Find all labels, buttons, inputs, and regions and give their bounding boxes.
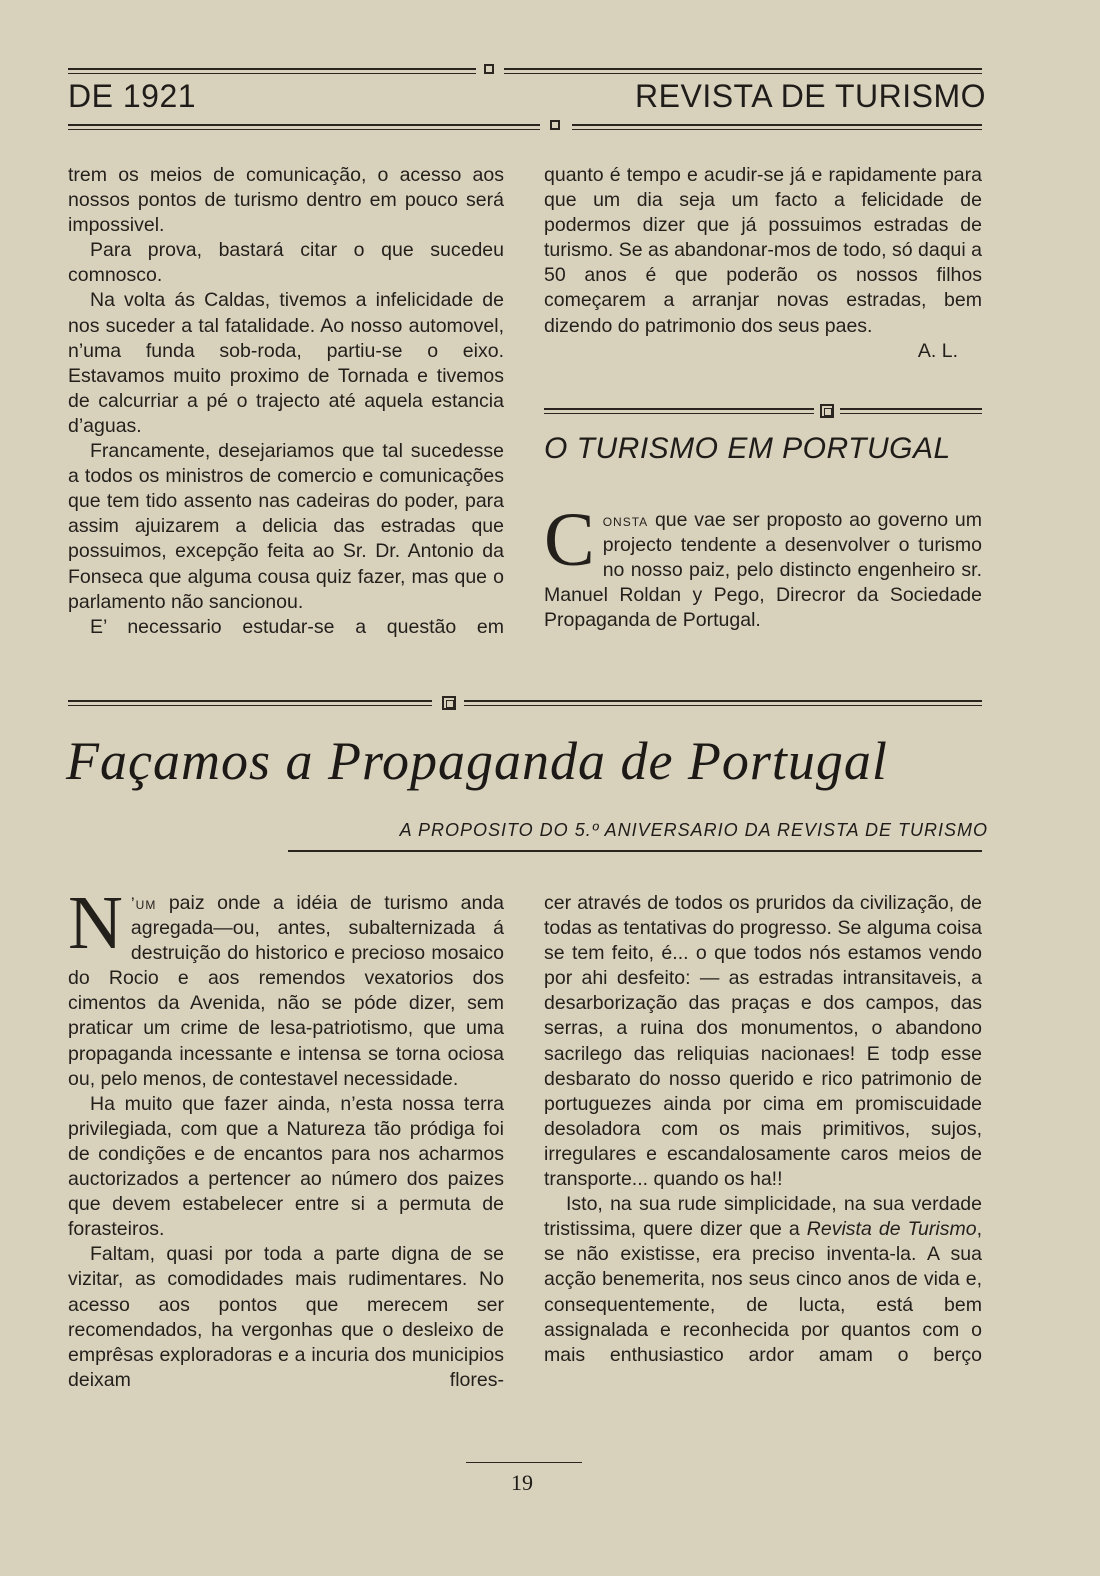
paragraph: Para prova, bastará citar o que sucedeu comnosco. (68, 239, 504, 287)
footer-rule (466, 1462, 582, 1463)
lead-word: ’um (130, 894, 157, 913)
drop-cap: N (68, 881, 123, 965)
page-number: 19 (511, 1470, 533, 1495)
column-right-top (544, 163, 982, 364)
header-date: DE 1921 (68, 78, 197, 114)
paragraph: cer através de todos os pruridos da civilização, de todas as tentativas do progresso. Se alguma coisa se tem feito, é... o que todos nós estamos vendo por ahi desfeito: — as estradas intransitaveis, a desarborização das praças e dos campos, das serras, a ruina dos monumentos, o abandono sacrilego das reliquias nacionaes! E todp esse desbarato do nosso querido e rico patrimonio de portuguezes ainda por cima em promiscuidade desoladora com os mais primitivos, sujos, irregulares e escandalosamente caros meios de transporte... quando os ha!! (544, 892, 982, 1191)
article-title: Façamos a Propaganda de Portugal (66, 731, 888, 791)
square-ornament-icon (550, 120, 560, 130)
paragraph: E’ necessario estudar-se a questão em (90, 615, 504, 638)
paragraph: Faltam, quasi por toda a parte digna de se vizitar, as comodidades mais rudimentares. No acesso aos pontos que merecem ser recomendados, ha vergonhas que o desleixo de emprêsas exploradoras e a incuria dos municipios deixam flores- (68, 1243, 504, 1391)
paragraph: quanto é tempo e acudir-se já e rapidamente para que um dia seja um facto a felicidade de podermos dizer que já possuimos estradas de turismo. Se as abandonar-mos de todo, só daqui a 50 anos é que poderão os nossos filhos começarem a arranjar novas estradas, bem dizendo do patrimonio dos seus paes. (544, 164, 982, 337)
section-body (544, 498, 982, 633)
paragraph-text: paiz onde a idéia de turismo anda agregada—ou, antes, subalternizada á destruição do historico e precioso mosaico do Rocio e aos remendos vexatorios dos cimentos da Avenida, não se póde dizer, sem praticar um crime de lesa-patriotismo, que uma propaganda incessante e intensa se torna ociosa ou, pelo menos, de contestavel necessidade. (68, 892, 504, 1090)
square-ornament-icon (484, 64, 494, 74)
article-column-right (544, 891, 982, 1368)
paragraph (544, 1192, 982, 1368)
drop-cap: C (544, 498, 595, 582)
subtitle-underline (288, 850, 982, 852)
column-left-top (68, 163, 504, 640)
paragraph: Ha muito que fazer ainda, n’esta nossa terra privilegiada, com que a Natureza tão pródiga foi de condições e de encantos para nos acharmos auctorizados a pertencer ao número dos paizes que devem estabelecer entre si a permuta de forasteiros. (68, 1092, 504, 1241)
paragraph: Na volta ás Caldas, tivemos a infelicidade de nos suceder a tal fatalidade. Ao nosso automovel, n’uma funda sob-roda, partiu-se o eixo. Estavamos muito proximo de Tornada e tivemos de calcurriar a pé o trajecto até aquela estancia d’aguas. (68, 289, 504, 437)
header-magazine-title: REVISTA DE TURISMO (635, 78, 986, 114)
paragraph (544, 498, 982, 633)
article-subtitle: A PROPOSITO DO 5.º ANIVERSARIO DA REVISTA DE TURISMO (399, 820, 988, 840)
square-ornament-icon (442, 696, 456, 710)
paragraph (68, 881, 504, 1092)
paragraph: trem os meios de comunicação, o acesso aos nossos pontos de turismo dentro em pouco será impossivel. (68, 164, 504, 237)
square-ornament-icon (820, 404, 834, 418)
article-column-left (68, 881, 504, 1393)
paragraph-text: que vae ser proposto ao governo um projecto tendente a desenvolver o turismo no nosso paiz, pelo distincto engenheiro sr. Manuel Roldan y Pego, Direcror da Sociedade Propaganda de Portugal. (544, 509, 982, 632)
paragraph: Francamente, desejariamos que tal sucedesse a todos os ministros de comercio e comunicações que tem tido assento nas cadeiras do poder, para assim ajuizarem a delicia das estradas que possuimos, excepção feita ao Sr. Dr. Antonio da Fonseca que alguma cousa quiz fazer, mas que o parlamento não sancionou. (68, 440, 504, 613)
author-signature: A. L. (917, 339, 958, 362)
lead-word: onsta (602, 511, 649, 530)
magazine-name: Revista de Turismo (806, 1218, 977, 1241)
section-title: O TURISMO EM PORTUGAL (544, 432, 951, 465)
paragraph-text: Isto, na sua rude simplicidade, na sua verdade tristissima, quere dizer que a (544, 1193, 982, 1241)
paragraph-text: , se não existisse, era preciso inventa-la. A sua acção benemerita, nos seus cinco anos de vida e, consequentemente, de lucta, está bem assignalada e reconhecida por quantos com o mais enthusiastico ardor amam o berço (544, 1218, 982, 1366)
